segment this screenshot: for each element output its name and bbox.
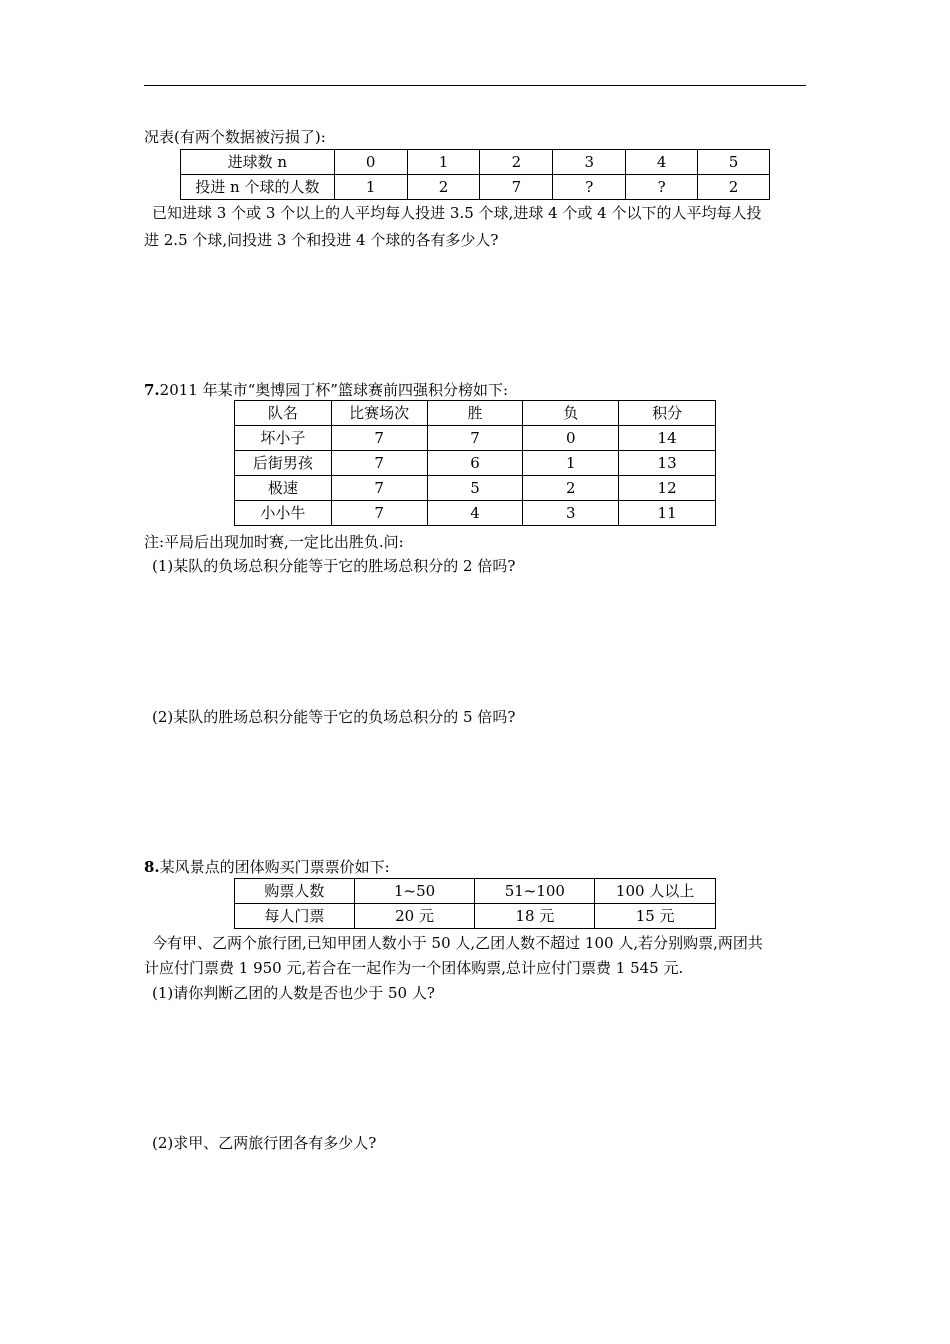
q8-heading [144, 857, 390, 877]
column-header: 胜 [427, 401, 523, 426]
table-cell: 7 [331, 476, 427, 501]
table-cell: 20 元 [354, 904, 475, 929]
column-header: 队名 [235, 401, 332, 426]
q8-subquestion-2: (2)求甲、乙两旅行团各有多少人? [152, 1134, 377, 1152]
q7-heading [144, 380, 508, 400]
table-row [181, 175, 770, 200]
table-cell: 15 元 [595, 904, 716, 929]
q7-subquestion-1: (1)某队的负场总积分能等于它的胜场总积分的 2 倍吗? [152, 557, 516, 575]
table-cell: 7 [331, 426, 427, 451]
table-cell: 2 [407, 175, 480, 200]
table-cell: 4 [427, 501, 523, 526]
table-cell: 4 [626, 150, 698, 175]
table-row [235, 879, 716, 904]
table-cell: 2 [480, 150, 553, 175]
table-cell: 后街男孩 [235, 451, 332, 476]
table-cell: 2 [698, 175, 770, 200]
table-cell: 18 元 [475, 904, 595, 929]
table-row [235, 501, 716, 526]
table-cell: 7 [331, 451, 427, 476]
table-cell: 进球数 n [181, 150, 335, 175]
table-row [235, 476, 716, 501]
q8-text-2: 计应付门票费 1 950 元,若合在一起作为一个团体购票,总计应付门票费 1 545 元. [144, 959, 684, 977]
ticket-price-table [234, 878, 716, 929]
q7-title: 2011 年某市“奥博园丁杯”篮球赛前四强积分榜如下: [159, 381, 509, 399]
table-cell: 投进 n 个球的人数 [181, 175, 335, 200]
standings-table [234, 400, 716, 526]
table-cell: 1 [334, 175, 407, 200]
table-cell: 每人门票 [235, 904, 355, 929]
table-cell: 5 [427, 476, 523, 501]
goals-table [180, 149, 770, 200]
table-cell: 1 [523, 451, 619, 476]
column-header: 比赛场次 [331, 401, 427, 426]
column-header: 负 [523, 401, 619, 426]
table-cell: 5 [698, 150, 770, 175]
header-rule [144, 85, 806, 86]
table-cell: 13 [619, 451, 716, 476]
q6-text-2: 进 2.5 个球,问投进 3 个和投进 4 个球的各有多少人? [144, 231, 499, 249]
table-cell: 购票人数 [235, 879, 355, 904]
table-cell: ? [553, 175, 626, 200]
table-cell: 小小牛 [235, 501, 332, 526]
q8-subquestion-1: (1)请你判断乙团的人数是否也少于 50 人? [152, 984, 435, 1002]
table-cell: 0 [334, 150, 407, 175]
table-cell: 1 [407, 150, 480, 175]
table-cell: 11 [619, 501, 716, 526]
q7-note: 注:平局后出现加时赛,一定比出胜负.问: [144, 533, 404, 551]
table-header-row [235, 401, 716, 426]
q7-subquestion-2: (2)某队的胜场总积分能等于它的负场总积分的 5 倍吗? [152, 708, 516, 726]
table-cell: 12 [619, 476, 716, 501]
table-cell: 7 [331, 501, 427, 526]
table-cell: 3 [553, 150, 626, 175]
table-cell: 2 [523, 476, 619, 501]
table-cell: 6 [427, 451, 523, 476]
q8-title: 某风景点的团体购买门票票价如下: [159, 858, 390, 876]
q7-number: 7. [144, 381, 160, 399]
table-cell: 100 人以上 [595, 879, 716, 904]
column-header: 积分 [619, 401, 716, 426]
table-cell: 坏小子 [235, 426, 332, 451]
table-cell: 7 [480, 175, 553, 200]
table-row [235, 451, 716, 476]
table-row [181, 150, 770, 175]
q8-number: 8. [144, 858, 160, 876]
table-cell: 3 [523, 501, 619, 526]
table-cell: 14 [619, 426, 716, 451]
table-row [235, 426, 716, 451]
q6-text-1: 已知进球 3 个或 3 个以上的人平均每人投进 3.5 个球,进球 4 个或 4 个以下的人平均每人投 [152, 204, 762, 222]
table-cell: 极速 [235, 476, 332, 501]
table-cell: 1~50 [354, 879, 475, 904]
q6-intro: 况表(有两个数据被污损了): [144, 128, 326, 146]
table-cell: 51~100 [475, 879, 595, 904]
table-cell: 0 [523, 426, 619, 451]
table-cell: 7 [427, 426, 523, 451]
table-cell: ? [626, 175, 698, 200]
q8-text-1: 今有甲、乙两个旅行团,已知甲团人数小于 50 人,乙团人数不超过 100 人,若分别购票,两团共 [152, 934, 763, 952]
table-row [235, 904, 716, 929]
